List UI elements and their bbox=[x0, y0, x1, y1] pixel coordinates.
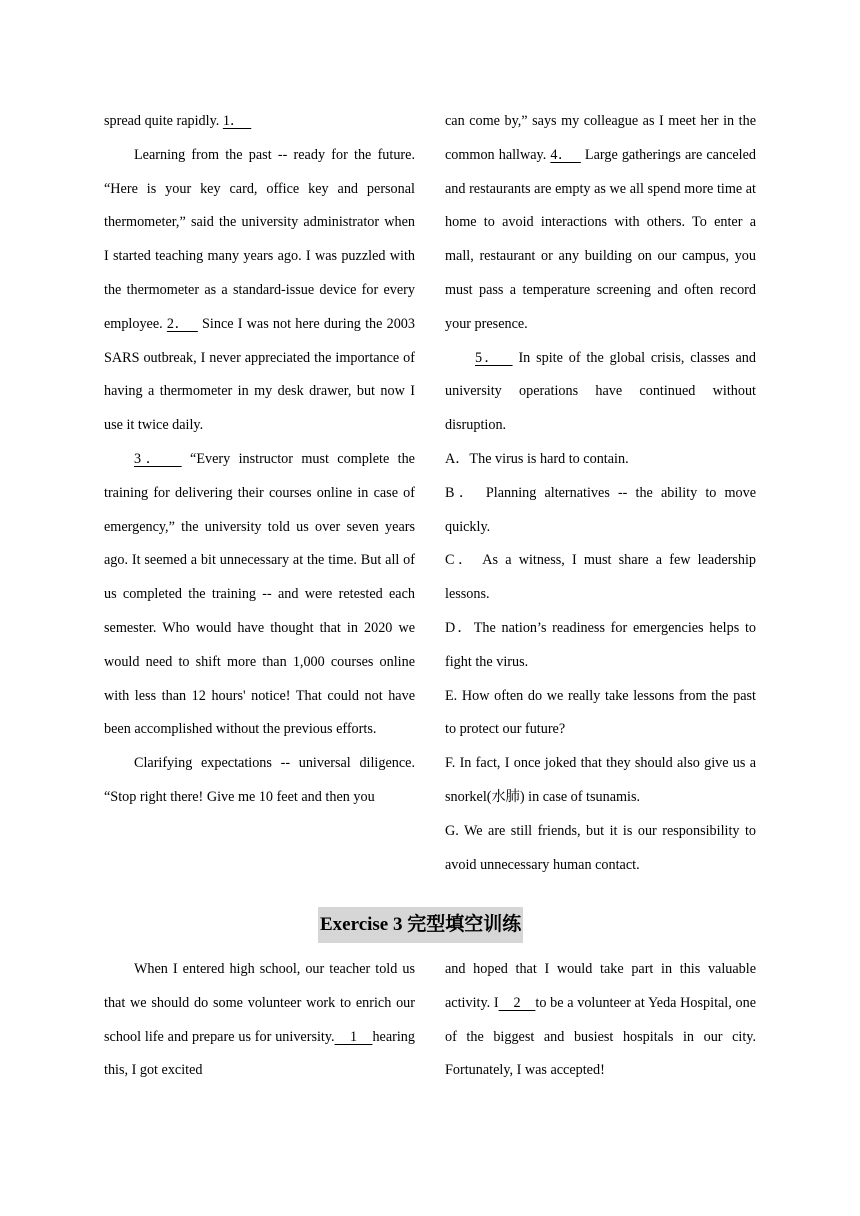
paragraph-text: A．The virus is hard to contain. bbox=[445, 450, 629, 467]
paragraph-text: C． As a witness, I must share a few leadership lessons. bbox=[445, 552, 756, 603]
paragraph-text: D．The nation’s readiness for emergencies helps to fight the virus. bbox=[445, 619, 756, 670]
paragraph bbox=[445, 342, 756, 443]
passage-left-column bbox=[104, 105, 415, 815]
paragraph-text: and hoped that I would take part in this valuable activity. I bbox=[445, 961, 756, 1011]
answer-blank: 5． bbox=[475, 349, 513, 366]
paragraph-text: to be a volunteer at Yeda Hospital, one of the biggest and busiest hospitals in our city. Fortunately, I was accepted! bbox=[445, 994, 756, 1079]
paragraph-text: Large gatherings are canceled and restaurants are empty as we all spend more time at home to avoid interactions with others. To enter a mall, restaurant or any building on our campus, you must pass a temperature screening and often record your presence. bbox=[445, 146, 756, 332]
paragraph-text: Learning from the past -- ready for the future. “Here is your key card, office key and personal thermometer,” said the university administrator when I started teaching many years ago. I was puzzled with the thermometer as a standard-issue device for every employee. bbox=[104, 146, 415, 332]
paragraph bbox=[104, 139, 415, 443]
paragraph bbox=[445, 477, 756, 545]
paragraph-text: When I entered high school, our teacher told us that we should do some volunteer work to enrich our school life and prepare us for university. bbox=[104, 961, 415, 1045]
answer-blank: 1 bbox=[334, 1028, 373, 1045]
paragraph bbox=[445, 953, 756, 1088]
answer-blank: 3． bbox=[134, 450, 182, 467]
paragraph bbox=[445, 815, 756, 883]
paragraph bbox=[445, 680, 756, 748]
paragraph-text: F. In fact, I once joked that they should also give us a snorkel(水肺) in case of tsunamis. bbox=[445, 755, 756, 805]
cloze-left-column bbox=[104, 953, 415, 1088]
answer-blank: 1． bbox=[222, 113, 252, 129]
paragraph bbox=[104, 443, 415, 747]
paragraph bbox=[445, 747, 756, 815]
passage-right-column bbox=[445, 105, 756, 882]
paragraph-text: can come by,” says my colleague as I meet her in the common hallway. bbox=[445, 113, 756, 163]
paragraph-text: hearing this, I got excited bbox=[104, 1028, 415, 1079]
paragraph bbox=[104, 953, 415, 1088]
paragraph bbox=[445, 612, 756, 680]
exercise-heading: Exercise 3 完型填空训练 bbox=[318, 907, 523, 943]
cloze-right-column bbox=[445, 953, 756, 1088]
paragraph bbox=[445, 544, 756, 612]
paragraph-text: Since I was not here during the 2003 SARS outbreak, I never appreciated the importance of having a thermometer in my desk drawer, but now I use it twice daily. bbox=[104, 315, 415, 434]
paragraph bbox=[104, 105, 415, 139]
answer-blank: 4． bbox=[550, 146, 581, 163]
paragraph-text: “Every instructor must complete the training for delivering their courses online in case of emergency,” the university told us over seven years ago. It seemed a bit unnecessary at the time. But all of us completed the training -- and were retested each semester. Who would have thought that in 2020 we would need to shift more than 1,000 courses online with less than 12 hours' notice! That could not have been accomplished without the previous efforts. bbox=[104, 450, 415, 738]
paragraph-text: E. How often do we really take lessons from the past to protect our future? bbox=[445, 687, 756, 738]
paragraph-text: Clarifying expectations -- universal diligence. “Stop right there! Give me 10 feet and then you bbox=[104, 755, 415, 805]
paragraph-text: G. We are still friends, but it is our responsibility to avoid unnecessary human contact. bbox=[445, 822, 756, 873]
paragraph-text: In spite of the global crisis, classes and university operations have continued without disruption. bbox=[445, 349, 756, 434]
answer-blank: 2 bbox=[498, 994, 536, 1011]
paragraph bbox=[445, 443, 756, 477]
paragraph-text: B． Planning alternatives -- the ability to move quickly. bbox=[445, 484, 756, 535]
paragraph-text: spread quite rapidly. bbox=[104, 113, 223, 129]
paragraph bbox=[104, 747, 415, 815]
paragraph bbox=[445, 105, 756, 342]
answer-blank: 2． bbox=[166, 315, 198, 332]
